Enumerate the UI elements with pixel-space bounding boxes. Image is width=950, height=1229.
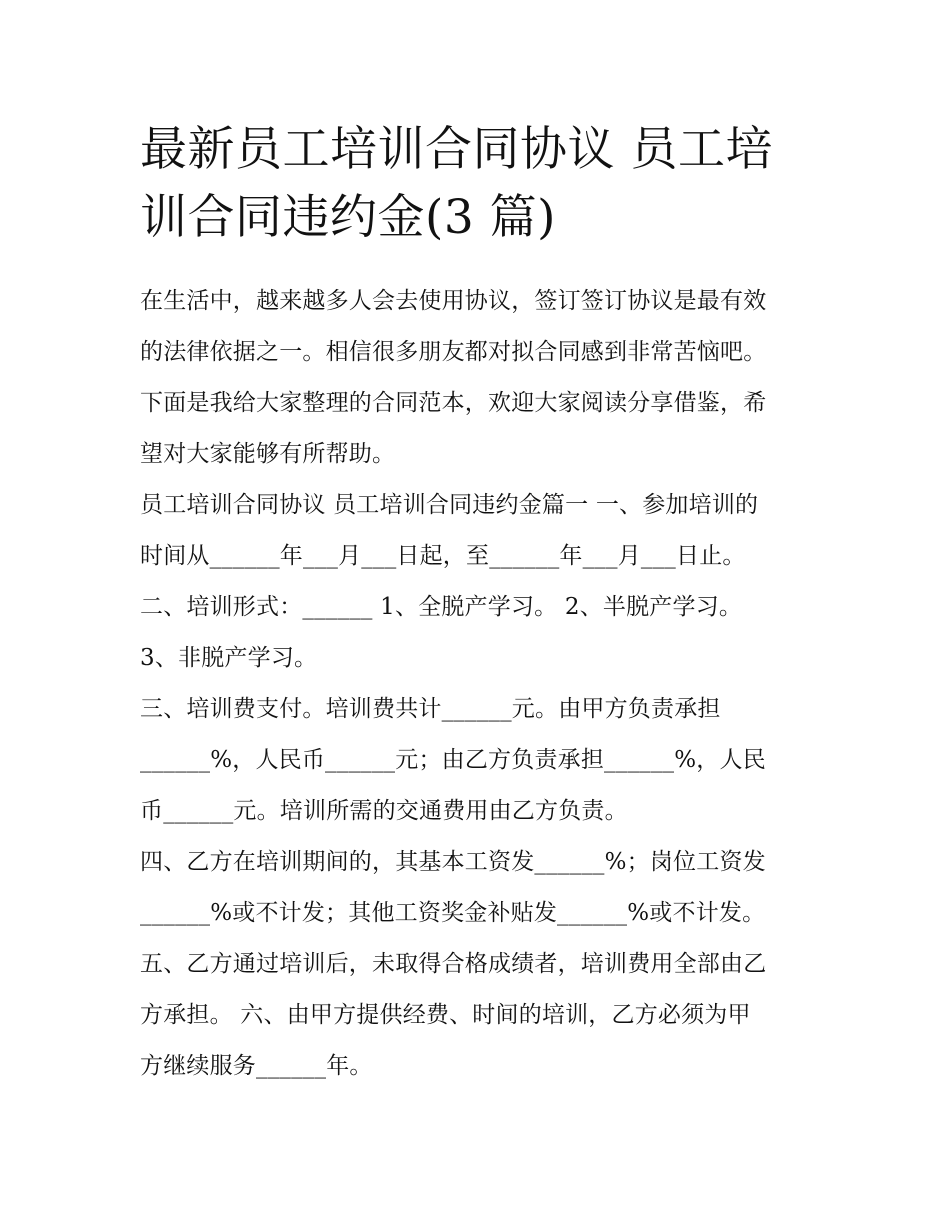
clause-4-paragraph xyxy=(140,837,820,939)
text-line: 下面是我给大家整理的合同范本，欢迎大家阅读分享借鉴，希 xyxy=(140,390,767,416)
document-page xyxy=(140,116,820,1092)
text-line: 方承担。 六、由甲方提供经费、时间的培训，乙方必须为甲 xyxy=(140,1002,751,1028)
title-line-1: 最新员工培训合同协议 员工培 xyxy=(140,122,773,177)
text-line: ______%或不计发；其他工资奖金补贴发______%或不计发。 xyxy=(140,900,766,926)
text-line: 员工培训合同协议 员工培训合同违约金篇一 一、参加培训的 xyxy=(140,492,759,518)
title-line-2: 训合同违约金(3 篇) xyxy=(140,190,557,245)
text-line: 三、培训费支付。培训费共计______元。由甲方负责承担 xyxy=(140,696,721,722)
text-line: 方继续服务______年。 xyxy=(140,1053,373,1079)
text-line: 四、乙方在培训期间的，其基本工资发______%；岗位工资发 xyxy=(140,849,766,875)
clause-2-paragraph xyxy=(140,582,820,684)
text-line: 的法律依据之一。相信很多朋友都对拟合同感到非常苦恼吧。 xyxy=(140,339,767,365)
text-line: 币______元。培训所需的交通费用由乙方负责。 xyxy=(140,798,628,824)
document-title xyxy=(140,116,820,252)
intro-paragraph xyxy=(140,276,820,480)
clause-1-paragraph xyxy=(140,480,820,582)
text-line: 五、乙方通过培训后，未取得合格成绩者，培训费用全部由乙 xyxy=(140,951,767,977)
text-line: 在生活中，越来越多人会去使用协议，签订签订协议是最有效 xyxy=(140,288,767,314)
clause-5-paragraph xyxy=(140,939,820,1092)
clause-3-paragraph xyxy=(140,684,820,837)
text-line: 时间从______年___月___日起，至______年___月___日止。 xyxy=(140,543,746,569)
text-line: ______%，人民币______元；由乙方负责承担______%，人民 xyxy=(140,747,766,773)
text-line: 望对大家能够有所帮助。 xyxy=(140,441,396,467)
text-line: 3、非脱产学习。 xyxy=(140,645,318,671)
document-body xyxy=(140,276,820,1092)
text-line: 二、培训形式：______ 1、全脱产学习。 2、半脱产学习。 xyxy=(140,594,743,620)
